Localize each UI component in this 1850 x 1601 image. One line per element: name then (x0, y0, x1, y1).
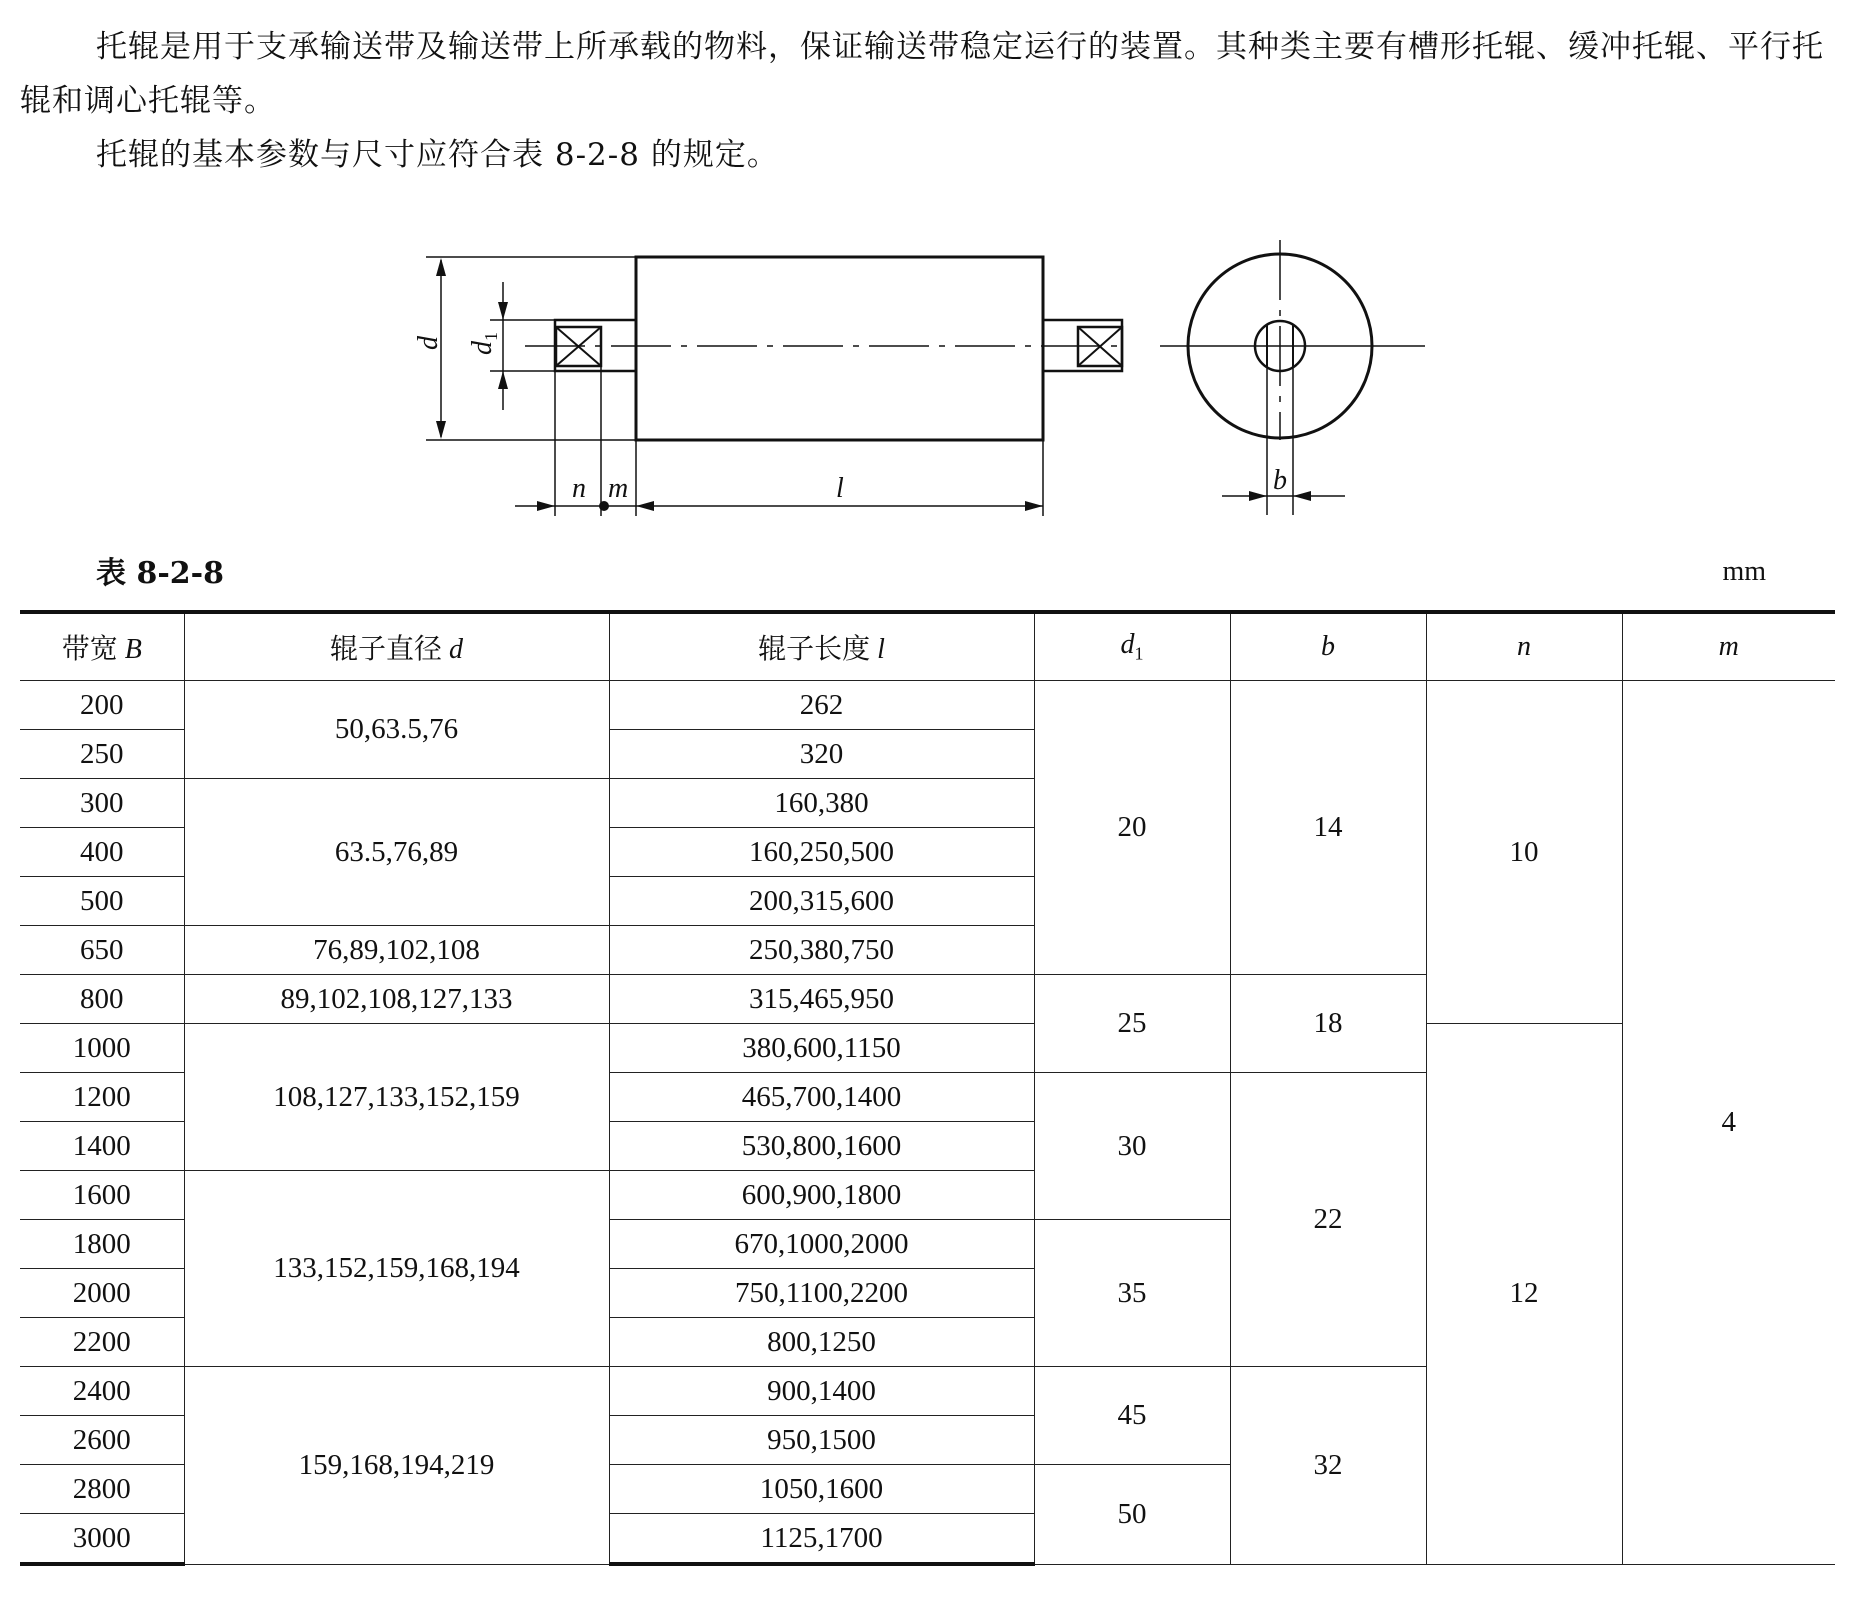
cell-length: 465,700,1400 (609, 1073, 1034, 1122)
cell-length: 950,1500 (609, 1416, 1034, 1465)
header-diameter: 辊子直径 d (184, 612, 609, 681)
intro-paragraph-1: 托辊是用于支承输送带及输送带上所承载的物料，保证输送带稳定运行的装置。其种类主要有槽形托辊、缓冲托辊、平行托辊和调心托辊等。 (20, 29, 1824, 119)
roller-body (636, 257, 1043, 440)
label-m: m (608, 473, 629, 504)
cell-diameter: 89,102,108,127,133 (184, 975, 609, 1024)
label-d: d (413, 336, 444, 350)
cell-width: 2000 (20, 1269, 184, 1318)
cell-length: 1050,1600 (609, 1465, 1034, 1514)
cell-d1: 50 (1034, 1465, 1230, 1565)
cell-width: 1400 (20, 1122, 184, 1171)
cell-d1: 20 (1034, 681, 1230, 975)
header-m: m (1622, 612, 1835, 681)
cell-d1: 45 (1034, 1367, 1230, 1465)
intro-paragraph-2: 托辊的基本参数与尺寸应符合表 8-2-8 的规定。 (96, 137, 779, 173)
table-row (20, 1024, 1835, 1073)
cell-d1: 25 (1034, 975, 1230, 1073)
cell-diameter: 159,168,194,219 (184, 1367, 609, 1565)
cell-length: 160,250,500 (609, 828, 1034, 877)
cell-diameter: 108,127,133,152,159 (184, 1024, 609, 1171)
cell-width: 2400 (20, 1367, 184, 1416)
cell-length: 250,380,750 (609, 926, 1034, 975)
table-caption: 表 8-2-8 (96, 556, 224, 591)
label-n: n (572, 473, 586, 504)
cell-width: 300 (20, 779, 184, 828)
header-belt-width: 带宽 B (20, 612, 184, 681)
table-unit: mm (1722, 556, 1766, 587)
cell-d1: 35 (1034, 1220, 1230, 1367)
cell-length: 530,800,1600 (609, 1122, 1034, 1171)
cell-length: 160,380 (609, 779, 1034, 828)
cell-width: 1000 (20, 1024, 184, 1073)
cell-width: 1600 (20, 1171, 184, 1220)
cell-length: 900,1400 (609, 1367, 1034, 1416)
label-d1: $d_1$ (467, 332, 501, 355)
cell-length: 380,600,1150 (609, 1024, 1034, 1073)
cell-length: 315,465,950 (609, 975, 1034, 1024)
roller-drawing (0, 0, 1850, 540)
label-l: l (836, 473, 844, 504)
header-b: b (1230, 612, 1426, 681)
cell-n: 10 (1426, 681, 1622, 1024)
label-b: b (1273, 465, 1287, 496)
cell-width: 200 (20, 681, 184, 730)
cell-width: 3000 (20, 1514, 184, 1565)
cell-length: 670,1000,2000 (609, 1220, 1034, 1269)
header-length: 辊子长度 l (609, 612, 1034, 681)
cell-diameter: 50,63.5,76 (184, 681, 609, 779)
cell-width: 1800 (20, 1220, 184, 1269)
header-row (20, 612, 1835, 681)
cell-b: 18 (1230, 975, 1426, 1073)
cell-length: 800,1250 (609, 1318, 1034, 1367)
spec-table (20, 610, 1835, 1566)
header-d1: $d_1$ (1034, 612, 1230, 681)
header-n: n (1426, 612, 1622, 681)
cell-width: 800 (20, 975, 184, 1024)
cell-diameter: 63.5,76,89 (184, 779, 609, 926)
cell-width: 650 (20, 926, 184, 975)
cell-length: 200,315,600 (609, 877, 1034, 926)
cell-width: 2200 (20, 1318, 184, 1367)
cell-length: 262 (609, 681, 1034, 730)
cell-b: 32 (1230, 1367, 1426, 1565)
cell-width: 250 (20, 730, 184, 779)
cell-n: 12 (1426, 1024, 1622, 1565)
table-row (20, 681, 1835, 730)
cell-diameter: 76,89,102,108 (184, 926, 609, 975)
cell-width: 400 (20, 828, 184, 877)
cell-length: 1125,1700 (609, 1514, 1034, 1565)
cell-b: 22 (1230, 1073, 1426, 1367)
cell-d1: 30 (1034, 1073, 1230, 1220)
cell-length: 320 (609, 730, 1034, 779)
cell-width: 2800 (20, 1465, 184, 1514)
cell-diameter: 133,152,159,168,194 (184, 1171, 609, 1367)
cell-b: 14 (1230, 681, 1426, 975)
cell-m: 4 (1622, 681, 1835, 1565)
cell-length: 600,900,1800 (609, 1171, 1034, 1220)
cell-width: 1200 (20, 1073, 184, 1122)
cell-width: 500 (20, 877, 184, 926)
cell-width: 2600 (20, 1416, 184, 1465)
cell-length: 750,1100,2200 (609, 1269, 1034, 1318)
